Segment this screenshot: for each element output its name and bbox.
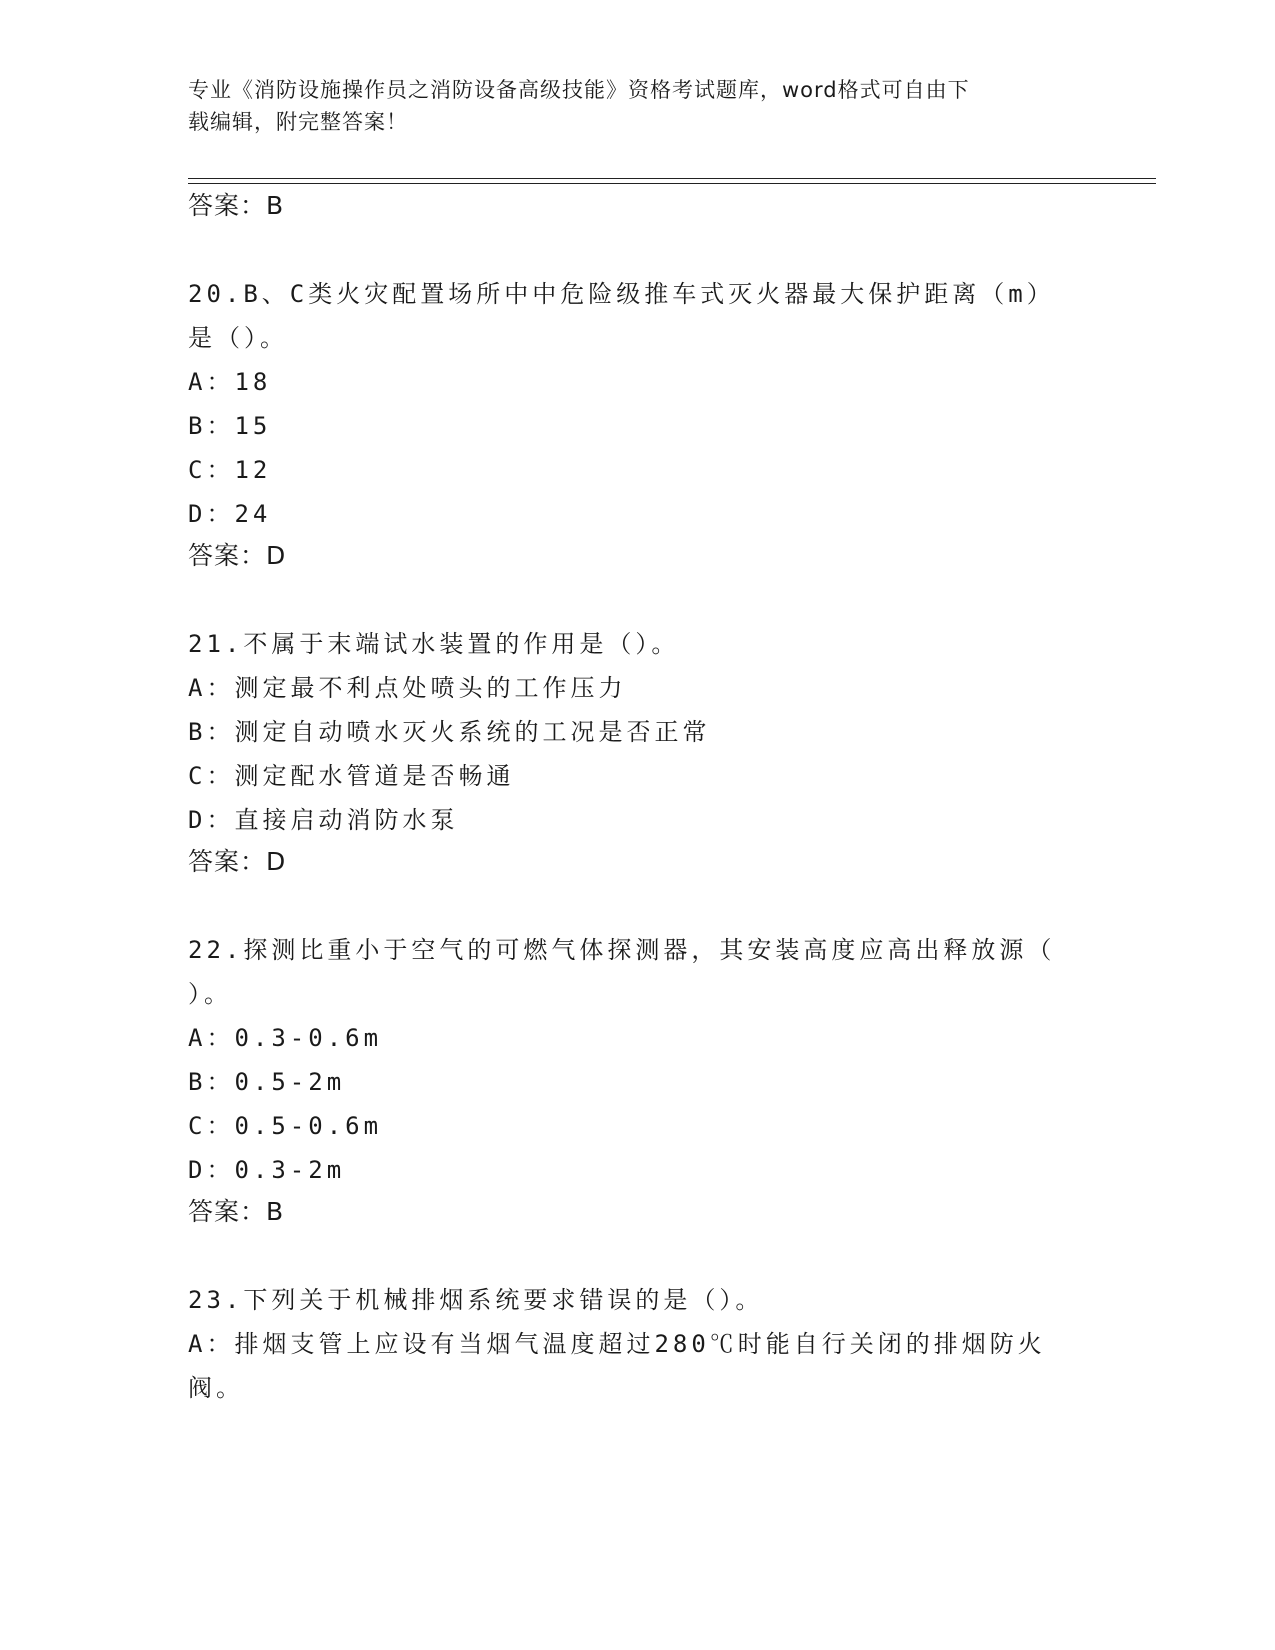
- header-line-1: 专业《消防设施操作员之消防设备高级技能》资格考试题库，word格式可自由下: [188, 78, 970, 102]
- option-a: A：测定最不利点处喷头的工作压力: [188, 674, 627, 702]
- header-divider-top: [188, 178, 1156, 179]
- option-c: C：0.5-0.6m: [188, 1112, 383, 1140]
- answer-line: 答案：D: [188, 541, 287, 570]
- option-d: D：24: [188, 500, 272, 528]
- option-a: A：排烟支管上应设有当烟气温度超过280℃时能自行关闭的排烟防火: [188, 1330, 1046, 1358]
- question-stem: 22.探测比重小于空气的可燃气体探测器，其安装高度应高出释放源（: [188, 936, 1056, 964]
- option-a-continued: 阀。: [188, 1374, 244, 1402]
- answer-line: 答案：B: [188, 191, 285, 220]
- answer-line: 答案：B: [188, 1197, 285, 1226]
- option-a: A：0.3-0.6m: [188, 1024, 383, 1052]
- document-header: [188, 74, 1068, 138]
- option-b: B：测定自动喷水灭火系统的工况是否正常: [188, 718, 711, 746]
- option-c: C：12: [188, 456, 272, 484]
- option-d: D：直接启动消防水泵: [188, 806, 459, 834]
- header-line-2: 载编辑，附完整答案！: [188, 110, 408, 134]
- header-divider-bottom: [188, 183, 1156, 184]
- question-stem-continued: ）。: [188, 980, 232, 1008]
- question-stem: 21.不属于末端试水装置的作用是（）。: [188, 630, 680, 658]
- option-d: D：0.3-2m: [188, 1156, 346, 1184]
- option-c: C：测定配水管道是否畅通: [188, 762, 515, 790]
- answer-line: 答案：D: [188, 847, 287, 876]
- question-stem-continued: 是（）。: [188, 324, 288, 352]
- option-b: B：0.5-2m: [188, 1068, 346, 1096]
- option-a: A：18: [188, 368, 272, 396]
- question-stem: 23.下列关于机械排烟系统要求错误的是（）。: [188, 1286, 764, 1314]
- option-b: B：15: [188, 412, 272, 440]
- question-stem: 20.B、C类火灾配置场所中中危险级推车式灭火器最大保护距离（m）: [188, 280, 1055, 308]
